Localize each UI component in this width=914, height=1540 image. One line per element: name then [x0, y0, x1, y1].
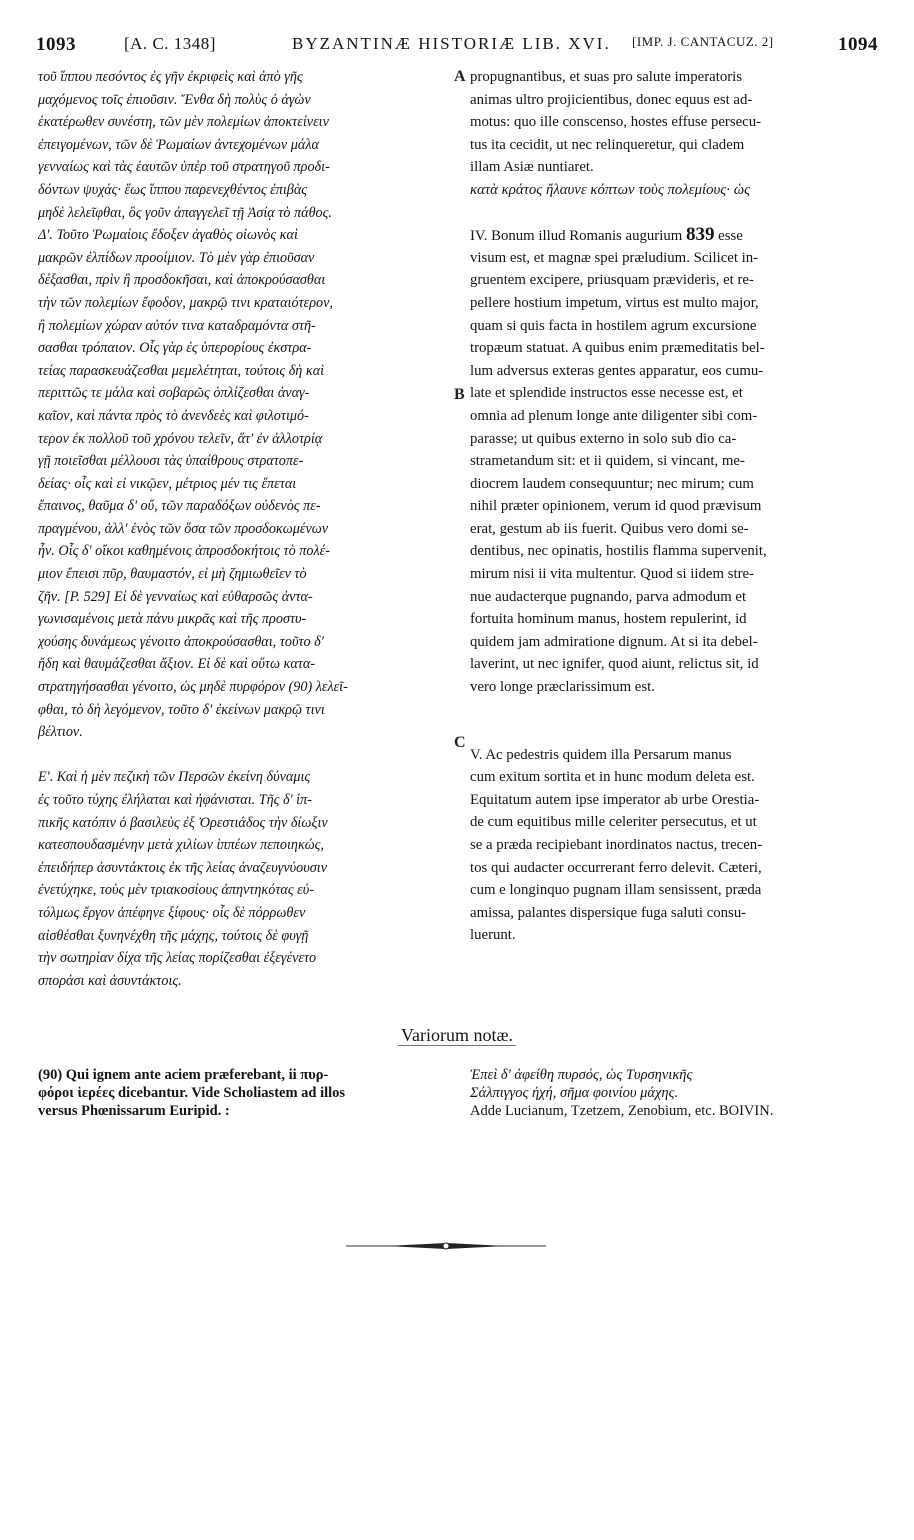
greek-line: μηδὲ λελεῖφθαι, ὃς γοῦν ἀπαγγελεῖ τῇ Ἀσίᾳ τὸ πάθος. — [38, 204, 332, 221]
latin-line: fortuita hominum manus, hostem repulerint, id — [470, 611, 747, 628]
note-verse-line: Σάλπιγγος ἠχή, σῆμα φοινίου μάχης. — [470, 1085, 679, 1101]
note-line: versus Phœnissarum Euripid. : — [38, 1103, 230, 1119]
notes-title: Variorum notæ. — [0, 1025, 914, 1046]
greek-line: τερον ἐκ πολλοῦ τοῦ χρόνου τελεῖν, ἅτ' ἐν ἀλλοτρίᾳ — [38, 430, 323, 447]
greek-line: ἐνετύχηκε, τοὺς μὲν τριακοσίους ἀπηντηκότας εὐ- — [38, 882, 314, 899]
latin-line: V. Ac pedestris quidem illa Persarum manus — [470, 746, 732, 763]
latin-line: nihil præter opinionem, verum id quod prævisum — [470, 498, 762, 515]
greek-column — [38, 66, 470, 992]
year-label: [A. C. 1348] — [124, 34, 216, 53]
latin-line: diocrem laudem consequuntur; nec mirum; cum — [470, 475, 754, 492]
latin-column — [470, 66, 880, 947]
greek-line: Ε'. Καὶ ἡ μὲν πεζικὴ τῶν Περσῶν ἐκείνη δύναμις — [38, 769, 311, 786]
latin-line: amissa, palantes dispersique fuga saluti consu- — [470, 904, 747, 921]
greek-line: ἐς τοῦτο τύχης ἐλήλαται καὶ ἠφάνισται. Τῆς δ' ἱπ- — [38, 792, 312, 808]
latin-line: cum exitum sortita et in hunc modum deleta est. — [470, 769, 755, 786]
greek-line: πικῆς κατόπιν ὁ βασιλεὺς ἐξ Ὀρεστιάδος τὴν δίωξιν — [38, 814, 328, 831]
note-verse-line: Ἐπεὶ δ' ἀφείθη πυρσός, ὡς Τυρσηνικῆς — [470, 1067, 693, 1083]
greek-line: ἤδη καὶ θαυμάζεσθαι ἄξιον. Εἰ δὲ καὶ οὕτω κατα- — [38, 656, 316, 673]
greek-line: βέλτιον. — [38, 724, 83, 741]
greek-line: Δ'. Τοῦτο Ῥωμαίοις ἔδοξεν ἀγαθὸς οἰωνὸς καὶ — [38, 227, 298, 244]
latin-line: erat, gestum ab iis fuerit. Quibus vero domi se- — [470, 520, 749, 537]
greek-line: μακρῶν ἐλπίδων προοίμιον. Τὸ μὲν γὰρ ἐπιοῦσαν — [38, 249, 315, 266]
note-line: Adde Lucianum, Tzetzem, Zenobium, etc. BOIVIN. — [470, 1103, 774, 1119]
latin-line: illam Asiæ nuntiaret. — [470, 159, 594, 176]
latin-line: quam si quis facta in hostilem agrum excursione — [470, 317, 757, 334]
greek-line: ἢ πολεμίων χώραν αὐτόν τινα καταδραμόντα στῆ- — [38, 317, 316, 334]
greek-line: χούσης δυνάμεως γένοιτο ἀποκρούσασθαι, τοῦτο δ' — [38, 633, 324, 650]
greek-line: δέξασθαι, πρὶν ἢ προσδοκῆσαι, καὶ ἀποκρούσασθαι — [38, 272, 326, 289]
greek-line: αἰσθέσθαι ξυνηνέχθη τῆς μάχης, τούτοις δὲ φυγῇ — [38, 927, 309, 944]
running-title: BYZANTINÆ HISTORIÆ LIB. XVI. — [292, 34, 611, 53]
latin-line: omnia ad plenum longe ante diligenter sibi com- — [470, 407, 758, 424]
greek-line: τοῦ ἵππου πεσόντος ἐς γῆν ἐκριφεὶς καὶ ἀπὸ γῆς — [38, 69, 303, 85]
note-left — [38, 1066, 458, 1120]
latin-line: vero longe præclarissimum est. — [470, 679, 655, 696]
greek-line: φθαι, τὸ δὴ λεγόμενον, τοῦτο δ' ἐκείνων μακρῷ τινι — [38, 701, 325, 718]
greek-line: δείας· οἷς καὶ εἰ νικῷεν, μέτριος μέν τις ἕπεται — [38, 475, 297, 492]
greek-line: σποράσι καὶ ἀσυντάκτοις. — [38, 972, 182, 989]
greek-line: ἔπαινος, θαῦμα δ' οὔ, τῶν παραδόξων οὐδενὸς πε- — [38, 498, 321, 515]
latin-line: tropæum statuat. A quibus enim præmeditatis bel- — [470, 340, 765, 357]
ornament-rule — [346, 1242, 546, 1250]
greek-line: γενναίως καὶ τὰς ἑαυτῶν ὑπὲρ τοῦ στρατηγοῦ προδι- — [38, 159, 330, 176]
latin-line: se a præda recipiebant inordinatos nactus, trecen- — [470, 837, 763, 853]
greek-line: περιττῶς τε μάλα καὶ σοβαρῶς ὁπλίζεσθαι ἀναγ- — [38, 385, 310, 402]
latin-line: nue audacterque pugnando, parva admodum et — [470, 588, 747, 605]
latin-line: lum adversus exteras gentes apparatur, eos cumu- — [470, 362, 764, 379]
latin-line: luerunt. — [470, 927, 516, 944]
greek-line: δόντων ψυχάς· ἕως ἵππου παρενεχθέντος ἐπιβὰς — [38, 181, 308, 198]
latin-line-iv-heading: IV. Bonum illud Romanis augurium 839 esse — [470, 224, 743, 246]
margin-marker-a: A — [454, 68, 466, 85]
latin-line: dentibus, nec opinatis, hostilis flamma supervenit, — [470, 543, 767, 560]
page-number-right: 1094 — [838, 34, 878, 55]
greek-line: τὴν σωτηρίαν δίχα τῆς λείας πορίζεσθαι ἐξεγένετο — [38, 950, 317, 967]
greek-line: τὴν τῶν πολεμίων ἔφοδον, μακρῷ τινι κραταιότερον, — [38, 294, 333, 311]
greek-line: καῖον, καὶ πάντα πρὸς τὸ ἀνενδεὲς καὶ φιλοτιμό- — [38, 407, 309, 424]
greek-line: ἐπειδήπερ ἀσυντάκτοις ἐκ τῆς λείας ἀναζευγνύουσιν — [38, 859, 327, 876]
greek-line: ἐπειγομένων, τῶν δὲ Ῥωμαίων ἀντεχομένων μάλα — [38, 136, 319, 153]
latin-line: animas ultro projicientibus, donec equus est ad- — [470, 91, 753, 108]
latin-line: pellere hostium impetum, virtus est multo major, — [470, 294, 759, 311]
greek-line: μαχόμενος τοῖς ἐπιοῦσιν. Ἔνθα δὴ πολὺς ὁ ἀγὼν — [38, 91, 311, 108]
latin-line: late et splendide instructos esse necesse est, et — [470, 385, 743, 402]
latin-line: gruentem excipere, priusquam prævideris, et re- — [470, 272, 754, 289]
greek-line: σασθαι τρόπαιον. Οἷς γὰρ ἐς ὑπερορίους ἐκστρα- — [38, 340, 312, 357]
greek-line: ζῆν. [P. 529] Εἰ δὲ γενναίως καὶ εὐθαρσῶς ἀντα- — [38, 588, 313, 605]
greek-line: ἦν. Οἷς δ' οἴκοι καθημένοις ἀπροσδοκήτοις τὸ πολέ- — [38, 543, 330, 560]
greek-line: ἑκατέρωθεν συνέστη, τῶν μὲν πολεμίων ἀποκτείνειν — [38, 114, 329, 131]
note-right — [470, 1066, 880, 1120]
latin-line: parasse; ut quibus externo in solo sub dio ca- — [470, 430, 737, 447]
greek-line: γῇ ποιεῖσθαι μέλλουσι τὰς ὑπαίθρους στρατοπε- — [38, 453, 304, 470]
greek-line: τείας παρασκευάζεσθαι μεμελέτηται, τούτοις δὴ καὶ — [38, 362, 325, 379]
greek-line: μιον ἔπεισι πῦρ, θαυμαστόν, εἰ μὴ ζημιωθεῖεν τὸ — [38, 566, 307, 583]
greek-line: γωνισαμένοις μετὰ πάνυ μικρᾶς καὶ τῆς προστυ- — [38, 611, 307, 628]
note-line: (90) Qui ignem ante aciem præferebant, ii πυρ- — [38, 1067, 329, 1083]
margin-marker-b: B — [454, 386, 465, 403]
latin-line: visum est, et magnæ spei præludium. Scilicet in- — [470, 249, 759, 266]
latin-line: mirum nisi ii vita multentur. Quod si iidem stre- — [470, 566, 754, 583]
latin-line: Equitatum autem ipse imperator ab urbe Orestia- — [470, 791, 760, 808]
greek-line: κατεσπουδασμένην μετὰ χιλίων ἱππέων πεποιηκώς, — [38, 837, 324, 854]
greek-line: στρατηγήσασθαι γένοιτο, ὡς μηδὲ πυρφόρον (90) λελεῖ- — [38, 679, 348, 696]
greek-line: τόλμως ἔργον ἀπέφηνε ξίφους· οἷς δὲ πόρρωθεν — [38, 904, 306, 921]
latin-line: motus: quo ille conscenso, hostes effuse persecu- — [470, 114, 762, 131]
greek-overflow-line: κατὰ κράτος ἤλαυνε κόπτων τοὺς πολεμίους· ὡς — [470, 181, 751, 198]
latin-line: tus ita cecidit, ut nec relinqueretur, qui cladem — [470, 136, 745, 153]
page-ref-marker: 839 — [685, 224, 715, 246]
latin-line: de cum equitibus mille celeriter persecutus, et ut — [470, 814, 757, 831]
latin-line: cum e longinquo pugnam illam sensissent, præda — [470, 882, 762, 899]
latin-line: tos qui audacter occurrerant ferro delevit. Cæteri, — [470, 859, 762, 876]
latin-line: strametandum sit: et ii quidem, si vincant, me- — [470, 453, 745, 470]
running-header — [36, 34, 878, 60]
latin-line: laverint, ut nec ignifer, quod aiunt, relictus sit, id — [470, 656, 759, 673]
latin-line: quidem jam admiratione dignum. At si ita debel- — [470, 633, 758, 650]
latin-line: propugnantibus, et suas pro salute imperatoris — [470, 69, 743, 85]
margin-marker-c: C — [454, 734, 466, 751]
page-number-left: 1093 — [36, 34, 76, 55]
note-line: φόροι ἱερέες dicebantur. Vide Scholiastem ad illos — [38, 1085, 346, 1101]
greek-line: πραγμένου, ἀλλ' ἑνὸς τῶν ὅσα τῶν προσδοκωμένων — [38, 520, 329, 537]
emperor-label: [IMP. J. CANTACUZ. 2] — [632, 34, 774, 49]
